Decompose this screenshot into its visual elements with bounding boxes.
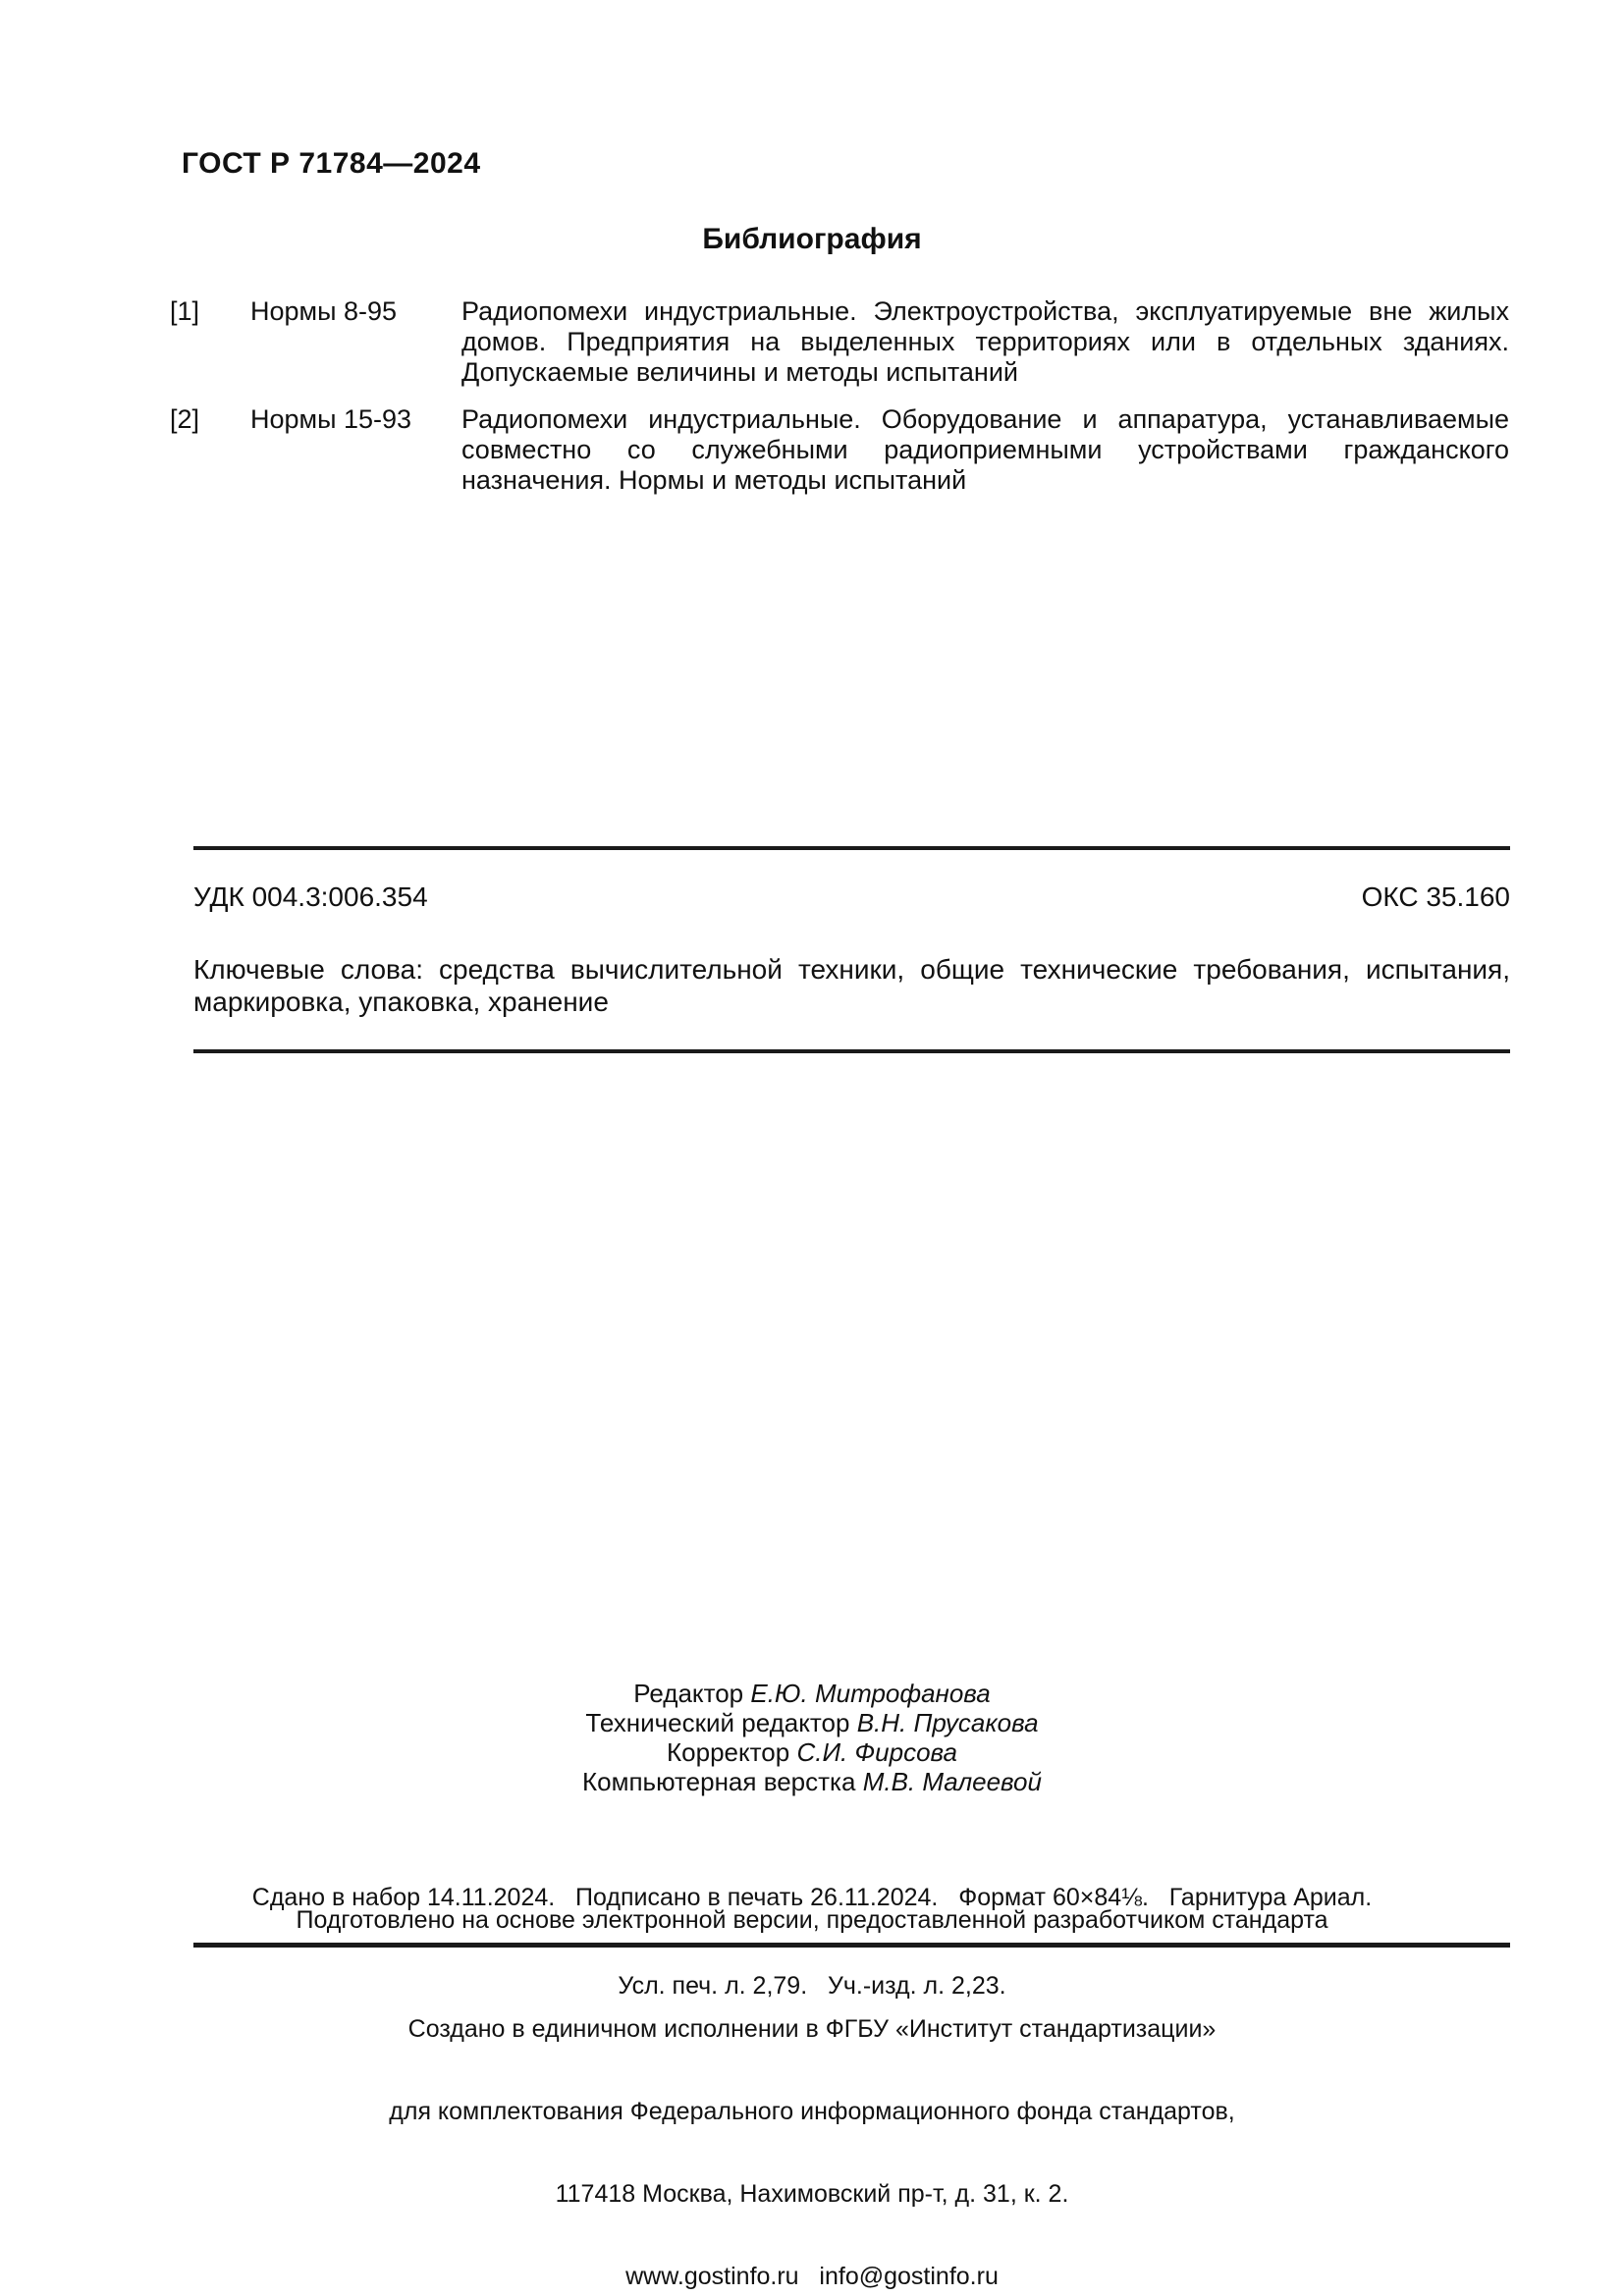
horizontal-rule-middle: [193, 1049, 1510, 1053]
bibliography-entry-number: [1]: [170, 296, 200, 326]
publisher-line-contacts: www.gostinfo.ru info@gostinfo.ru: [625, 2263, 999, 2290]
bibliography-title: Библиография: [702, 223, 922, 255]
bibliography-entry-description: Радиопомехи индустриальные. Электроустройства, эксплуатируемые вне жилых домов. Предприятия на выделенных территориях или в отдельных зданиях. Допускаемые величины и методы испытаний: [461, 296, 1509, 387]
bibliography-entry-description: Радиопомехи индустриальные. Оборудование и аппаратура, устанавливаемые совместно со служебными радиоприемными устройствами гражданского назначения. Нормы и методы испытаний: [461, 404, 1509, 495]
credit-line: [0, 1679, 1624, 1708]
bibliography-list: [170, 296, 1509, 512]
credit-line: [0, 1767, 1624, 1796]
publisher-line-address: 117418 Москва, Нахимовский пр-т, д. 31, к. 2.: [555, 2180, 1069, 2208]
bibliography-entry: [170, 296, 1509, 388]
credit-name: М.В. Малеевой: [862, 1767, 1042, 1796]
classification-codes-row: [193, 881, 1510, 913]
credit-line: [0, 1708, 1624, 1737]
editorial-credits: [0, 1679, 1624, 1796]
document-code-header: ГОСТ Р 71784—2024: [182, 147, 481, 180]
bibliography-entry-number: [2]: [170, 404, 200, 434]
publisher-line-institution: Создано в единичном исполнении в ФГБУ «Институт стандартизации»: [407, 2015, 1217, 2043]
horizontal-rule-bottom: [193, 1943, 1510, 1948]
keywords-paragraph: Ключевые слова: средства вычислительной техники, общие технические требования, испытания, маркировка, упаковка, хранение: [193, 954, 1510, 1017]
oks-code: ОКС 35.160: [1361, 881, 1510, 912]
bibliography-entry-reference: Нормы 8-95: [250, 296, 398, 326]
publisher-block: [0, 1960, 1624, 2296]
imprint-line-dates-format: Сдано в набор 14.11.2024. Подписано в печать 26.11.2024. Формат 60×84⅛. Гарнитура Ариал.: [251, 1884, 1373, 1911]
credit-name: С.И. Фирсова: [796, 1737, 957, 1767]
publisher-line-fund: для комплектования Федерального информационного фонда стандартов,: [389, 2098, 1235, 2125]
bibliography-entry: [170, 404, 1509, 496]
credit-role: Редактор: [633, 1679, 744, 1708]
credit-name: В.Н. Прусакова: [856, 1708, 1039, 1737]
credit-role: Компьютерная верстка: [582, 1767, 856, 1796]
credit-name: Е.Ю. Митрофанова: [750, 1679, 991, 1708]
udk-code: УДК 004.3:006.354: [193, 881, 428, 912]
credit-line: [0, 1737, 1624, 1767]
bibliography-entry-reference: Нормы 15-93: [250, 404, 412, 434]
imprint-line-sheets: Усл. печ. л. 2,79. Уч.-изд. л. 2,23.: [618, 1972, 1006, 2000]
credit-role: Корректор: [667, 1737, 790, 1767]
horizontal-rule-top: [193, 846, 1510, 850]
credit-role: Технический редактор: [585, 1708, 850, 1737]
prepared-note: Подготовлено на основе электронной версии, предоставленной разработчиком стандарта: [296, 1906, 1328, 1934]
